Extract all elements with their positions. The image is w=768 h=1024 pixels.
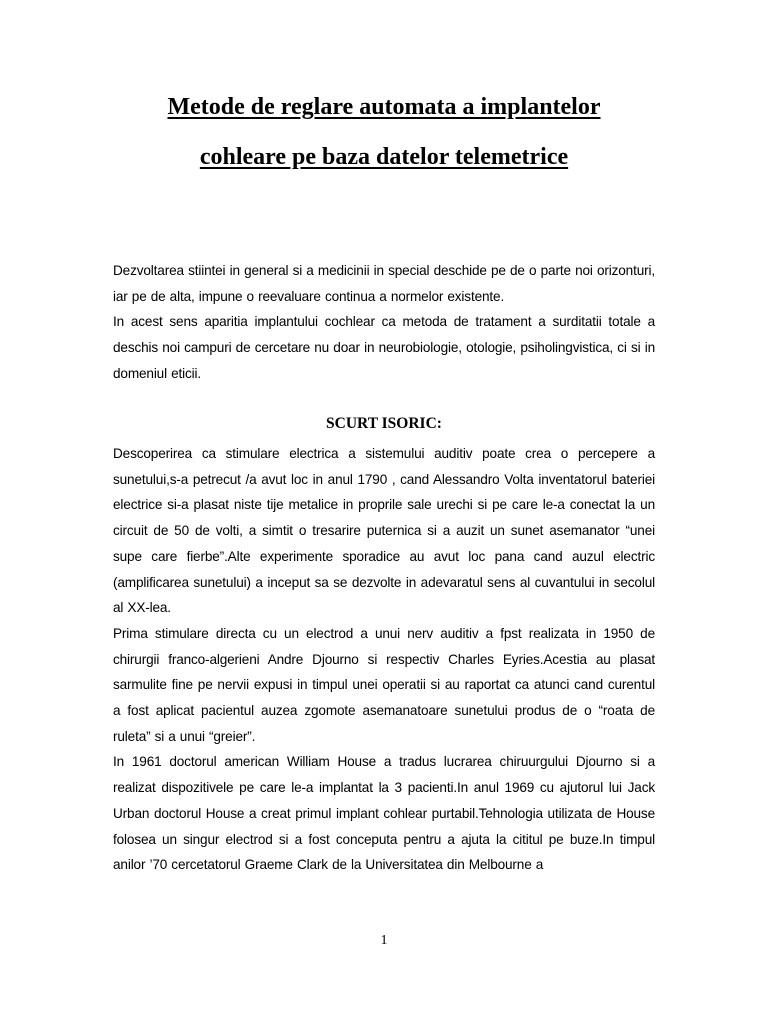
intro-paragraph: Dezvoltarea stiintei in general si a medicinii in special deschide pe de o parte noi orizonturi, iar pe de alta, impune o reevaluare continua a normelor existente.	[113, 263, 655, 304]
document-title-line-1: Metode de reglare automata a implantelor	[167, 94, 601, 120]
history-paragraph: In 1961 doctorul american William House a tradus lucrarea chiruurgului Djourno si a realizat dispozitivele pe care le-a implantat la 3 pacienti.In anul 1969 cu ajutorul lui Jack Urban doctorul House a creat primul implant cohlear purtabil.Tehnologia utilizata de House folosea un singur electrod si a fost conceputa pentru a ajuta la cititul pe buze.In timpul anilor ’70 cercetatorul Graeme Clark de la Universitatea din Melbourne a	[113, 754, 655, 873]
history-paragraph: Descoperirea ca stimulare electrica a sistemului auditiv poate crea o percepere a sunetului,s-a petrecut /a avut loc in anul 1790 , cand Alessandro Volta inventatorul bateriei electrice si-a plasat niste tije metalice in proprile sale urechi si pe care le-a conectat la un circuit de 50 de volti, a simtit o tresarire puternica si a auzit un sunet asemanator “unei supe care fierbe”.Alte experimente sporadice au avut loc pana cand auzul electric (amplificarea sunetului) a inceput sa se dezvolte in adevaratul sens al cuvantului in secolul al XX-lea.	[113, 446, 655, 616]
intro-section	[113, 258, 655, 387]
page-number: 1	[380, 933, 388, 948]
history-paragraph: Prima stimulare directa cu un electrod a unui nerv auditiv a fpst realizata in 1950 de chirurgii franco-algerieni Andre Djourno si respectiv Charles Eyries.Acestia au plasat sarmulite fine pe nervii expusi in timpul unei operatii si au raportat ca atunci cand curentul a fost aplicat pacientul auzea zgomote asemanatoare sunetului produs de o “roata de ruleta” si a unui “greier”.	[113, 625, 655, 744]
section-heading: SCURT ISORIC:	[326, 415, 442, 432]
document-title-line-2: cohleare pe baza datelor telemetrice	[199, 144, 569, 170]
intro-paragraph: In acest sens aparitia implantului cochlear ca metoda de tratament a surditatii totale a deschis noi campuri de cercetare nu doar in neurobiologie, otologie, psiholingvistica, ci si in domeniul eticii.	[113, 314, 655, 381]
history-section	[113, 441, 655, 878]
